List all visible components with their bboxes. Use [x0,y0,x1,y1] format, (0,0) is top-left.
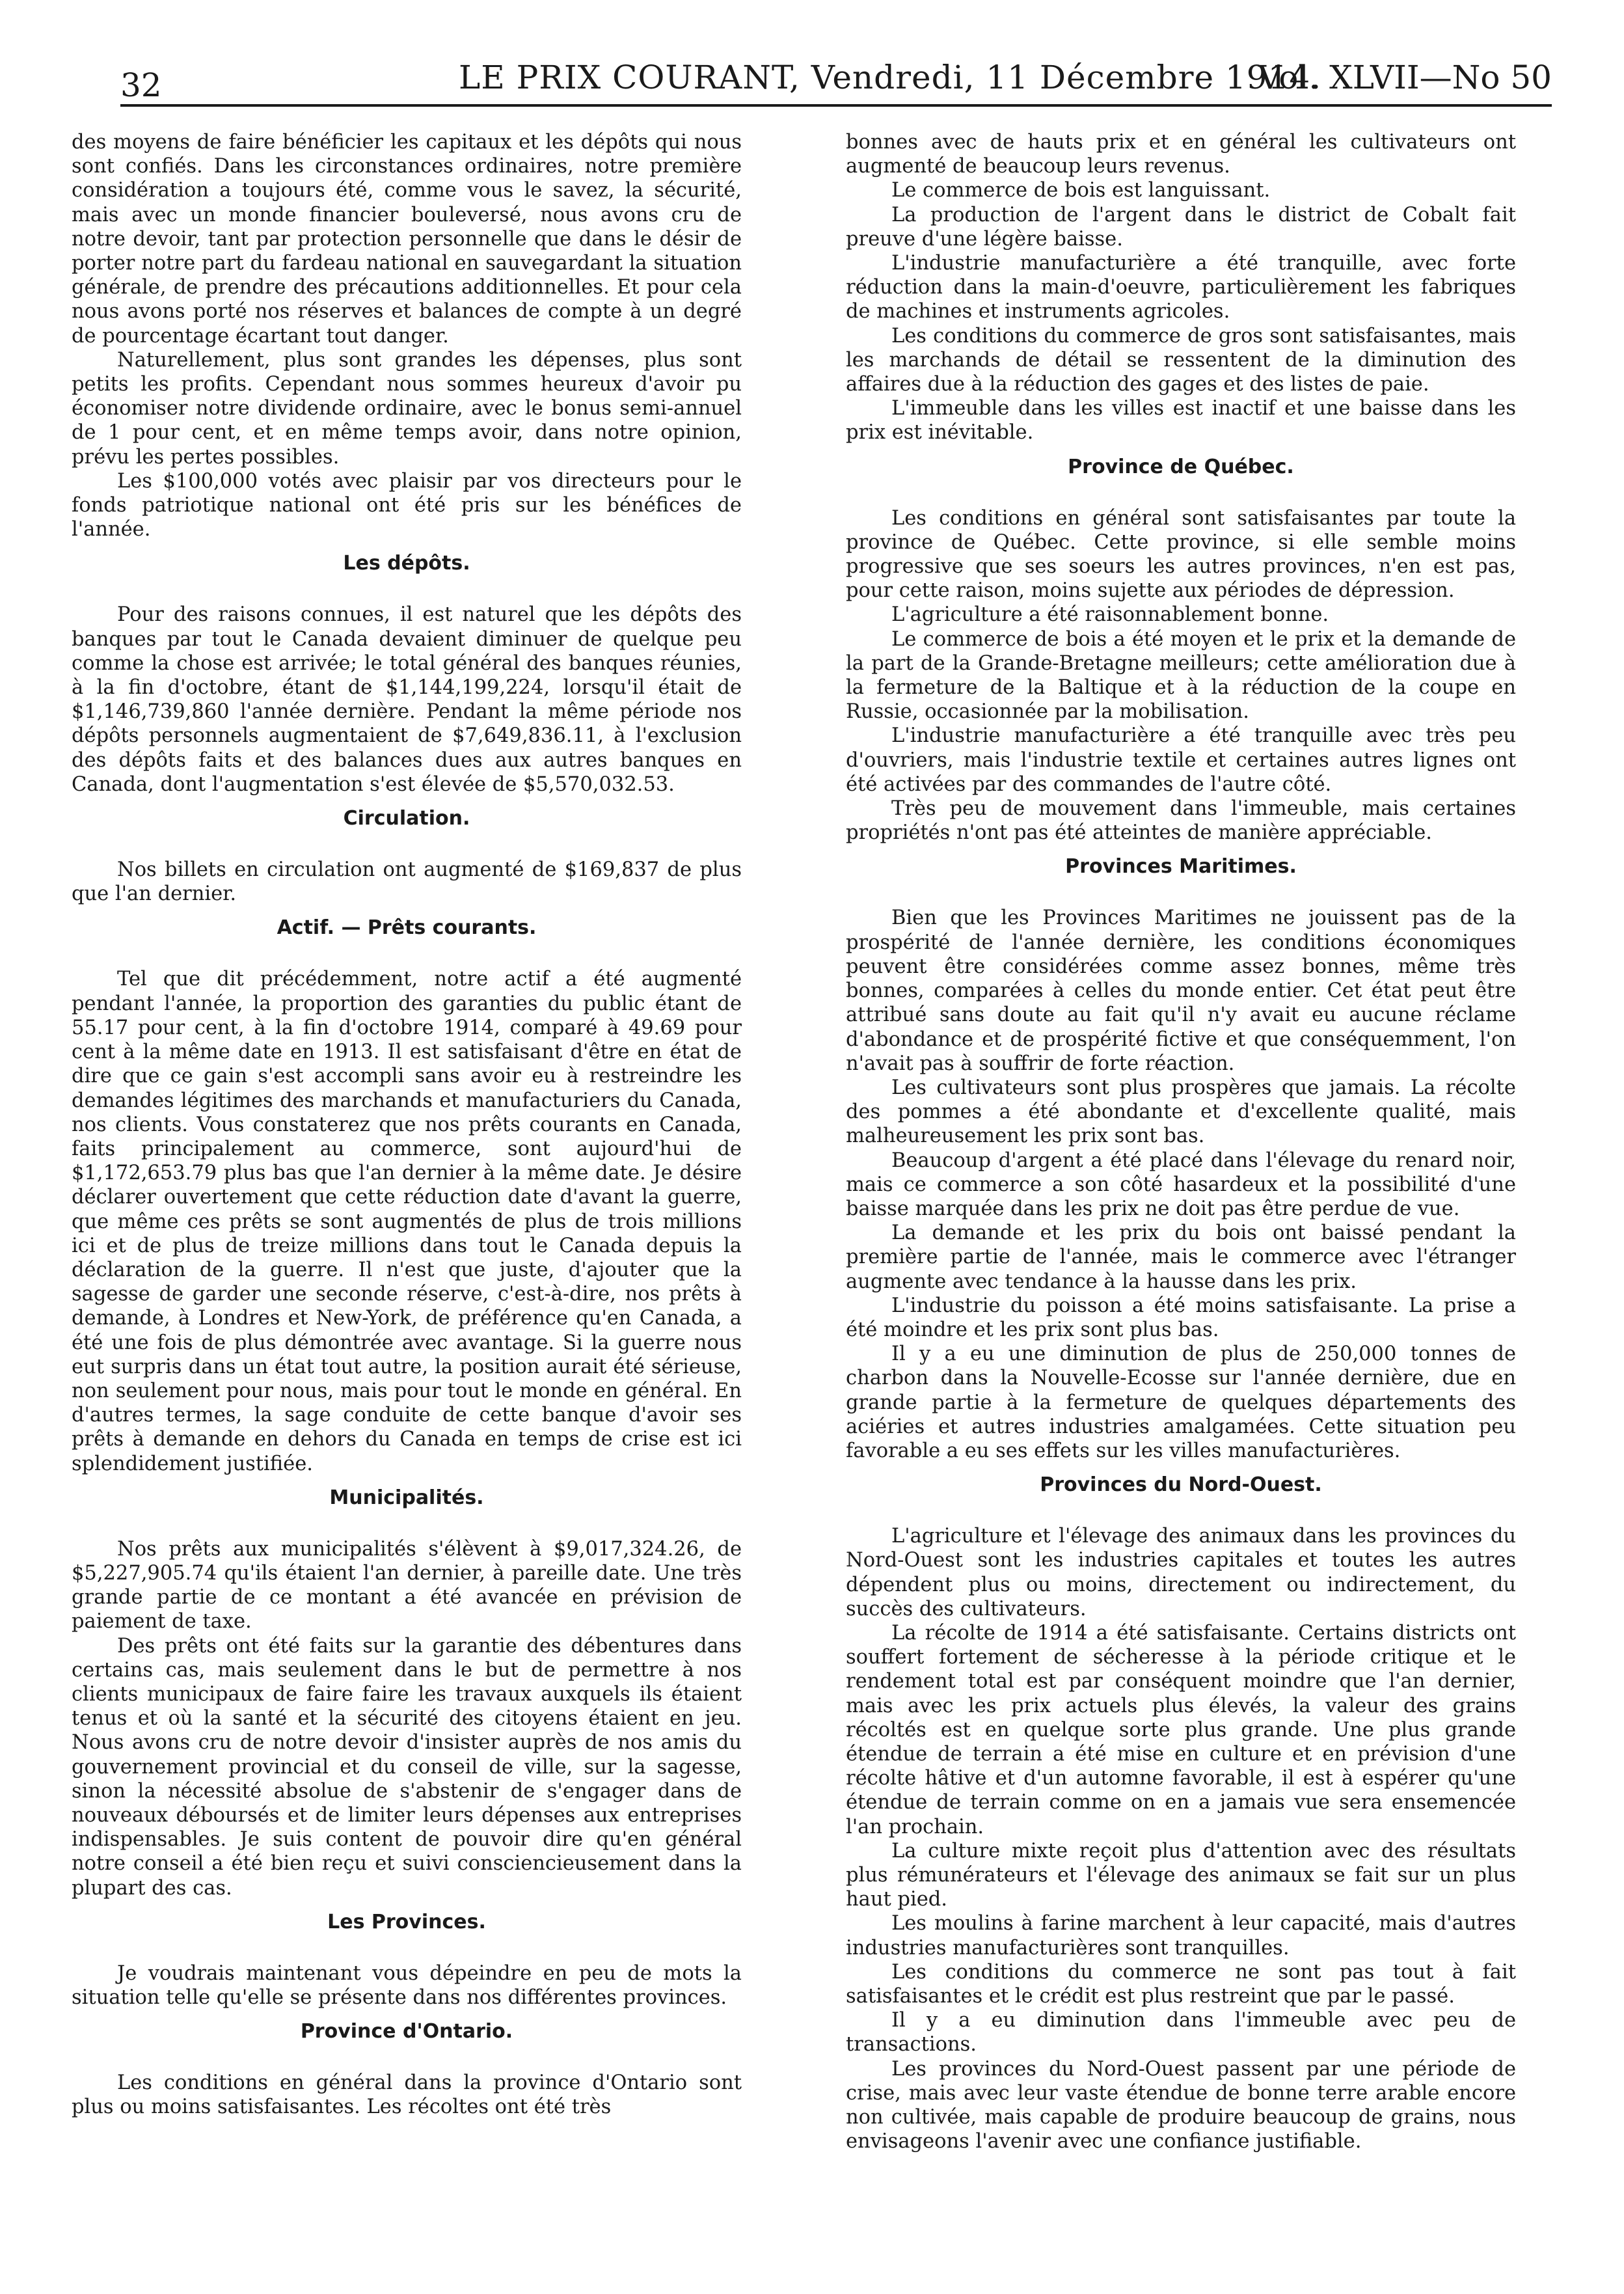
publication-title: LE PRIX COURANT, Vendredi, 11 Décembre 1914. [459,59,1322,96]
paragraph: des moyens de faire bénéficier les capitaux et les dépôts qui nous sont confiés. Dans les circonstances ordinaires, notre première considération a toujours été, comme vous le savez, la sécurité, mais avec un monde financier bouleversé, nous avons cru de notre devoir, tant par protection personnelle que dans le désir de porter notre part du fardeau national en sauvegardant la situation générale, de prendre des précautions additionnelles. Et pour cela nous avons porté nos réserves et balances de compte à un degré de pourcentage écartant tout danger. [72,131,742,348]
paragraph: L'agriculture et l'élevage des animaux dans les provinces du Nord-Ouest sont les industries capitales et toutes les autres dépendent plus ou moins, directement ou indirectement, du succès des cultivateurs. [846,1525,1516,1620]
paragraph: L'industrie manufacturière a été tranquille avec très peu d'ouvriers, mais l'industrie textile et certaines autres lignes ont été activées par des commandes de l'autre côté. [846,724,1516,796]
paragraph: Les conditions en général dans la province d'Ontario sont plus ou moins satisfaisantes. Les récoltes ont été très [72,2071,742,2119]
paragraph: La demande et les prix du bois ont baissé pendant la première partie de l'année, mais le commerce avec l'étranger augmente avec tendance à la hausse dans les prix. [846,1222,1516,1293]
paragraph: Il y a eu diminution dans l'immeuble avec peu de transactions. [846,2009,1516,2056]
paragraph: L'industrie manufacturière a été tranquille, avec forte réduction dans la main-d'oeuvre, particulièrement les fabriques de machines et instruments agricoles. [846,252,1516,323]
paragraph: Les $100,000 votés avec plaisir par vos directeurs pour le fonds patriotique national ont été pris sur les bénéfices de l'année. [72,469,742,541]
paragraph: Le commerce de bois est languissant. [891,179,1271,202]
paragraph: La récolte de 1914 a été satisfaisante. Certains districts ont souffert fortement de sécheresse à la période critique et le rendement total est par conséquent moindre que l'an dernier, mais avec les prix actuels plus élevés, la valeur des grains récoltés est en quelque sorte plus grande. Une plus grande étendue de terrain a été mise en culture et en prévision d'une récolte hâtive et d'un automne favorable, il est à espérer qu'une étendue de terrain comme on en a jamais vue sera ensemencée l'an prochain. [846,1621,1516,1838]
paragraph: Des prêts ont été faits sur la garantie des débentures dans certains cas, mais seulement dans le but de permettre à nos clients municipaux de faire faire les travaux auxquels ils étaient tenus et où la santé et la sécurité des citoyens étaient en jeu. Nous avons cru de notre devoir d'insister auprès de nos amis du gouvernement provincial et du conseil de ville, sur la sagesse, sinon la nécessité absolue de s'abstenir de s'engager dans de nouveaux déboursés et de limiter leurs dépenses aux entreprises indispensables. Je suis content de pouvoir dire qu'en général notre conseil a été bien reçu et suivi consciencieusement dans la plupart des cas. [72,1634,742,1900]
paragraph: Les cultivateurs sont plus prospères que jamais. La récolte des pommes a été abondante et d'excellente qualité, mais malheureusement les prix sont bas. [846,1076,1516,1148]
volume-number: Vol. XLVII—No 50 [1258,59,1552,96]
paragraph: Les conditions en général sont satisfaisantes par toute la province de Québec. Cette province, si elle semble moins progressive que ses soeurs les autres provinces, n'en est pas, pour cette raison, moins sujette aux périodes de dépression. [846,506,1516,603]
paragraph: Tel que dit précédemment, notre actif a été augmenté pendant l'année, la proportion des garanties du public étant de 55.17 pour cent, à la fin d'octobre 1914, comparé à 49.69 pour cent à la même date en 1913. Il est satisfaisant d'être en état de dire que ce gain s'est accompli sans avoir eu à restreindre les demandes légitimes des marchands et manufacturiers du Canada, nos clients. Vous constaterez que nos prêts courants en Canada, faits principalement au commerce, sont aujourd'hui de $1,172,653.79 plus bas que l'an dernier à la même date. Je désire déclarer ouvertement que cette réduction date d'avant la guerre, que même ces prêts se sont augmentés de plus de trois millions ici et de plus de treize millions dans tout le Canada depuis la déclaration de la guerre. Il n'est que juste, d'ajouter que la sagesse de garder une seconde réserve, c'est-à-dire, nos prêts à demande, à Londres et New-York, de préférence qu'en Canada, a été une fois de plus démontrée avec avantage. Si la guerre nous eut surpris dans un état tout autre, la position aurait été sérieuse, non seulement pour nous, mais pour tout le monde en général. En d'autres termes, la sage conduite de cette banque d'avoir ses prêts à demande en dehors du Canada en temps de crise est ici splendidement justifiée. [72,968,742,1475]
header-rule [120,104,1552,107]
paragraph: Naturellement, plus sont grandes les dépenses, plus sont petits les profits. Cependant nous sommes heureux d'avoir pu économiser notre dividende ordinaire, avec le bonus semi-annuel de 1 pour cent, et en même temps avoir, dans notre opinion, prévu les pertes possibles. [72,348,742,469]
paragraph: Il y a eu une diminution de plus de 250,000 tonnes de charbon dans la Nouvelle-Ecosse sur l'année dernière, due en grande partie à la fermeture de quelques départements des aciéries et autres industries amalgamées. Cette situation peu favorable a eu ses effets sur les villes manufacturières. [846,1343,1516,1462]
paragraph: L'agriculture a été raisonnablement bonne. [891,603,1329,627]
page-header [120,53,1552,105]
paragraph: Beaucoup d'argent a été placé dans l'élevage du renard noir, mais ce commerce a son côté hasardeux et la possibilité d'une baisse marquée dans les prix ne doit pas être perdue de vue. [846,1149,1516,1220]
paragraph: Les provinces du Nord-Ouest passent par une période de crise, mais avec leur vaste étendue de bonne terre arable encore non cultivée, mais capable de produire beaucoup de grains, nous envisageons l'avenir avec une confiance justifiable. [846,2057,1516,2153]
paragraph: Très peu de mouvement dans l'immeuble, mais certaines propriétés n'ont pas été atteintes de manière appréciable. [846,797,1516,845]
page-number: 32 [120,66,162,104]
paragraph: Pour des raisons connues, il est naturel que les dépôts des banques par tout le Canada devaient diminuer de quelque peu comme la chose est arrivée; le total général des banques réunies, à la fin d'octobre, étant de $1,144,199,224, lorsqu'il était de $1,146,739,860 l'année dernière. Pendant la même période nos dépôts personnels augmentaient de $7,649,836.11, à l'exclusion des dépôts faits et des balances dues aux autres banques en Canada, dont l'augmentation s'est élevée de $5,570,032.53. [72,603,742,796]
paragraph: Le commerce de bois a été moyen et le prix et la demande de la part de la Grande-Bretagne meilleurs; cette amélioration due à la fermeture de la Baltique et à la réduction de la coupe en Russie, occasionnée par la mobilisation. [846,627,1516,724]
section-heading-municipalites: Municipalités. [329,1486,484,1509]
paragraph: Bien que les Provinces Maritimes ne jouissent pas de la prospérité de l'année dernière, les conditions économiques peuvent être considérées comme assez bonnes, même très bonnes, comparées à celles du monde entier. Cet état peut être attribué sans doute au fait qu'il n'y avait eu aucune réclame d'abondance et de prospérité fictive et que conséquemment, l'on n'avait pas à souffrir de forte réaction. [846,907,1516,1075]
section-heading-circulation: Circulation. [343,807,470,830]
section-heading-provinces: Les Provinces. [327,1910,486,1933]
paragraph: L'immeuble dans les villes est inactif et une baisse dans les prix est inévitable. [846,397,1516,444]
paragraph: Les conditions du commerce ne sont pas tout à fait satisfaisantes et le crédit est plus restreint que par le passé. [846,1960,1516,2008]
section-heading-quebec: Province de Québec. [1068,455,1294,478]
paragraph: Nos billets en circulation ont augmenté de $169,837 de plus que l'an dernier. [72,858,742,906]
paragraph: Je voudrais maintenant vous dépeindre en peu de mots la situation telle qu'elle se présente dans nos différentes provinces. [72,1961,742,2009]
section-heading-depots: Les dépôts. [343,552,470,575]
left-column [72,130,742,2120]
section-heading-ontario: Province d'Ontario. [300,2020,513,2043]
paragraph: Nos prêts aux municipalités s'élèvent à $9,017,324.26, de $5,227,905.74 qu'ils étaient l'an dernier, à pareille date. Une très grande partie de ce montant a été avancée en prévision de paiement de taxe. [72,1537,742,1633]
paragraph: L'industrie du poisson a été moins satisfaisante. La prise a été moindre et les prix sont plus bas. [846,1294,1516,1341]
paragraph: La production de l'argent dans le district de Cobalt fait preuve d'une légère baisse. [846,203,1516,251]
right-column [846,130,1516,2153]
section-heading-nord-ouest: Provinces du Nord-Ouest. [1040,1473,1322,1497]
paragraph: La culture mixte reçoit plus d'attention avec des résultats plus rémunérateurs et l'élevage des animaux se fait sur un plus haut pied. [846,1839,1516,1911]
paragraph: bonnes avec de hauts prix et en général les cultivateurs ont augmenté de beaucoup leurs revenus. [846,131,1516,178]
paragraph: Les conditions du commerce de gros sont satisfaisantes, mais les marchands de détail se ressentent de la diminution des affaires due à la réduction des gages et des listes de paie. [846,324,1516,396]
section-heading-maritimes: Provinces Maritimes. [1065,855,1297,879]
paragraph: Les moulins à farine marchent à leur capacité, mais d'autres industries manufacturières sont tranquilles. [846,1912,1516,1959]
section-heading-actif: Actif. — Prêts courants. [277,916,537,940]
